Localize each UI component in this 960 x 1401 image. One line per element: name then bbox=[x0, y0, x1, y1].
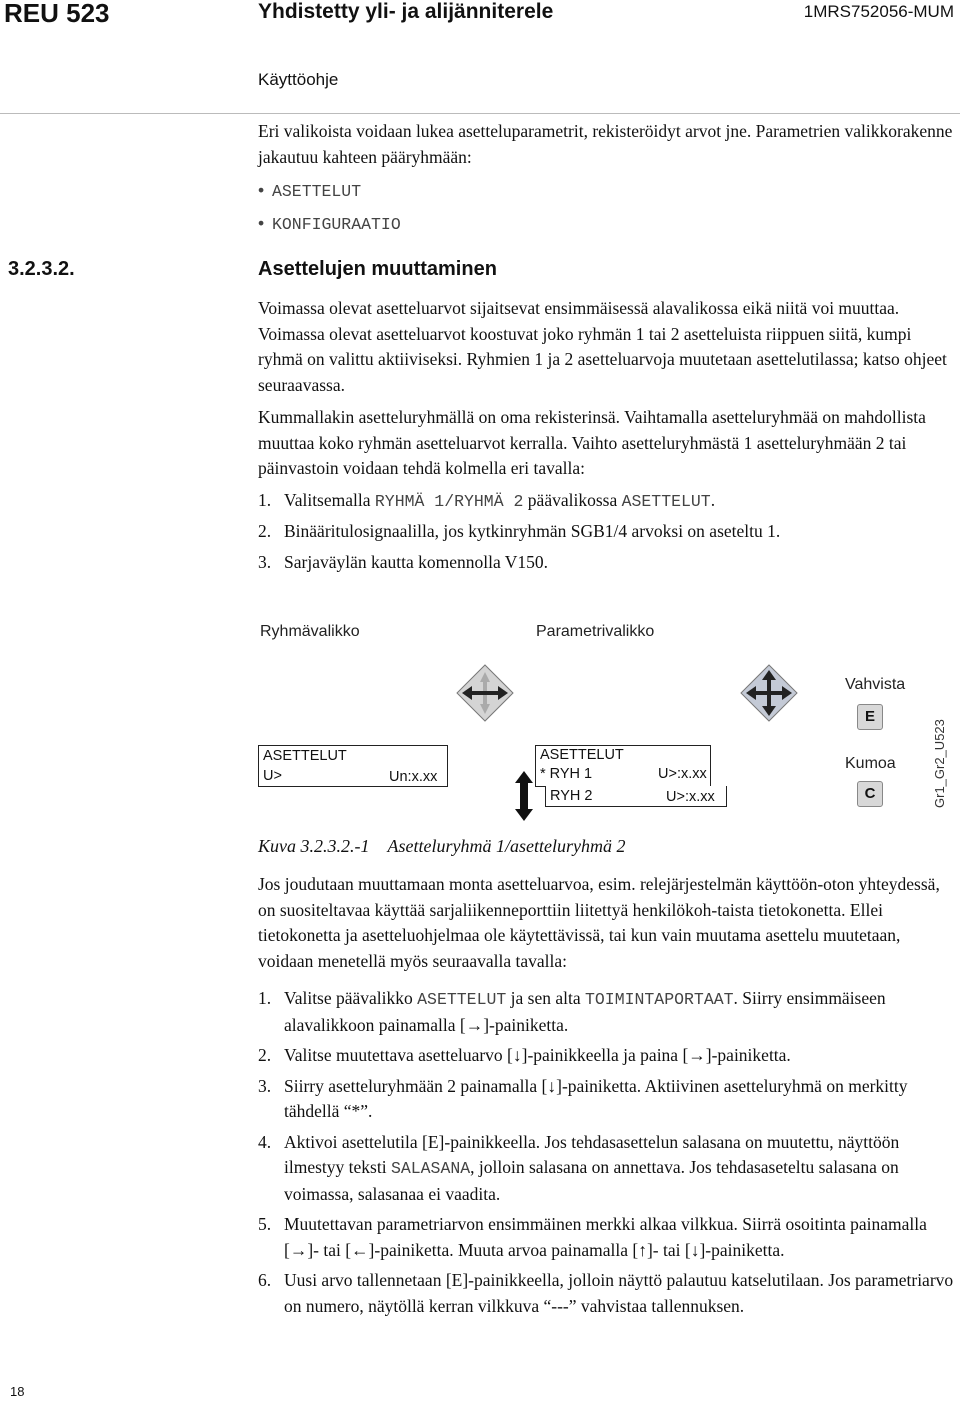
item-text: Muutettavan parametriarvon ensimmäinen merkki alkaa vilkkua. Siirrä osoitinta painamalla [→]- tai [←]-painiketta. Muuta arvoa painamalla [↑]- tai [↓]-painiketta. bbox=[284, 1214, 927, 1260]
document-subtitle: Käyttöohje bbox=[258, 70, 339, 89]
text-part: . Siirry ensimmäiseen alavalikkoon painamalla [→]-painiketta. bbox=[284, 988, 886, 1035]
menu-code: TOIMINTAPORTAAT bbox=[585, 990, 734, 1009]
c-key-icon: C bbox=[857, 781, 883, 807]
list-item bbox=[258, 986, 958, 1038]
list-item bbox=[258, 1212, 958, 1263]
list-item bbox=[258, 519, 958, 545]
lcd-line2-right: U>:x.xx bbox=[658, 766, 707, 782]
text-part: Aktivoi asettelutila [E]-painikkeella. Jos tehdasasettelun salasana on muutettu, näyttöön ilmestyy teksti bbox=[284, 1131, 900, 1177]
paragraph: Voimassa olevat asetteluarvot sijaitsevat ensimmäisessä alavalikossa eikä niitä voi muuttaa. Voimassa olevat asetteluarvot koostuvat joko ryhmän 1 tai 2 asetteluista riippuen siitä, kumpi ryhmä on valittu aktiiviseksi. Ryhmien 1 ja 2 asetteluarvoja muutetaan asettelutilassa; katso ohjeet seuraavassa. bbox=[258, 298, 947, 395]
figure-id: Gr1_Gr2_U523 bbox=[932, 719, 947, 808]
e-key-icon: E bbox=[857, 704, 883, 730]
procedure-block bbox=[258, 872, 958, 1319]
item-number: 5. bbox=[258, 1214, 272, 1234]
paragraph: Jos joudutaan muuttamaan monta asetteluarvoa, esim. relejärjestelmän käyttöön-oton yhteydessä, on suositeltavaa käyttää sarjaliikenneporttiin liitettyä henkilökoh-taista tietokonetta. Ellei tietokonetta ja asetteluohjelmaa ole käytettävissä, tai kun vain muutama asettelu muutetaan, voidaan menetellä myös seuraavalla tavalla: bbox=[258, 874, 940, 971]
text-part: Valitsemalla bbox=[284, 489, 375, 510]
lcd-line2-left: U> bbox=[263, 768, 282, 784]
item-number: 3. bbox=[258, 551, 272, 572]
lcd-display-group2-row bbox=[545, 786, 727, 807]
item-number: 1. bbox=[258, 988, 272, 1008]
text-part: , jolloin salasana on annettava. Jos tehdasaseteltu salasana on voimassa, salasanaa ei vaadita. bbox=[284, 1157, 899, 1204]
list-item bbox=[258, 1043, 958, 1069]
item-text bbox=[284, 986, 958, 1038]
menu-code: ASETTELUT bbox=[417, 990, 507, 1009]
lcd-line2-right: Un:x.xx bbox=[389, 769, 438, 785]
section-number: 3.2.3.2. bbox=[8, 258, 75, 280]
intro-paragraph: Eri valikoista voidaan lukea asetteluparametrit, rekisteröidyt arvot jne. Parametrien valikkorakenne jakautuu kahteen pääryhmään: bbox=[258, 121, 953, 167]
document-code: 1MRS752056-MUM bbox=[803, 2, 954, 21]
bullet-icon: • bbox=[258, 180, 265, 200]
item-text: Binääritulosignaalilla, jos kytkinryhmän SGB1/4 arvoksi on aseteltu 1. bbox=[284, 521, 781, 541]
body-block bbox=[258, 296, 958, 575]
list-item bbox=[258, 211, 958, 244]
intro-block bbox=[258, 119, 958, 244]
lcd-row-right: U>:x.xx bbox=[666, 789, 715, 805]
steps-list bbox=[258, 986, 958, 1319]
item-number: 4. bbox=[258, 1131, 272, 1152]
menu-code: SALASANA bbox=[390, 1159, 471, 1178]
lcd-line1: ASETTELUT bbox=[263, 748, 347, 764]
arrow-keypad-up-down-icon bbox=[740, 664, 798, 722]
item-text bbox=[284, 488, 958, 515]
arrow-keypad-left-right-icon bbox=[456, 664, 514, 722]
lcd-display-param bbox=[535, 745, 711, 787]
list-item bbox=[258, 1268, 958, 1319]
lcd-line1: ASETTELUT bbox=[540, 747, 624, 763]
up-down-arrow-icon bbox=[514, 771, 534, 821]
text-part: Valitse päävalikko bbox=[284, 988, 418, 1008]
item-number: 2. bbox=[258, 521, 272, 541]
item-text: Valitse muutettava asetteluarvo [↓]-painikkeella ja paina [→]-painiketta. bbox=[284, 1045, 791, 1065]
group-menu-label: Ryhmävalikko bbox=[260, 623, 360, 640]
bullet-icon: • bbox=[258, 213, 265, 233]
param-menu-label: Parametrivalikko bbox=[536, 623, 655, 640]
list-item bbox=[258, 1130, 958, 1208]
paragraph: Kummallakin asetteluryhmällä on oma rekisterinsä. Vaihtamalla asetteluryhmää on mahdollista muuttaa koko ryhmän asetteluarvot kerralla. Vaihto asetteluryhmästä 1 asetteluryhmään 2 tai päinvastoin voidaan tehdä kolmella eri tavalla: bbox=[258, 407, 926, 478]
menu-group-list bbox=[258, 178, 958, 244]
item-text: Uusi arvo tallennetaan [E]-painikkeella, jolloin näyttö palautuu katselutilaan. Jos parametriarvo on numero, näytöllä kerran vilkkuva “---” vahvistaa tallennuksen. bbox=[284, 1270, 954, 1316]
lcd-display-group bbox=[258, 745, 448, 787]
menu-code: ASETTELUT bbox=[621, 491, 711, 511]
text-part: päävalikossa bbox=[523, 489, 622, 510]
list-item bbox=[258, 488, 958, 515]
page-number: 18 bbox=[10, 1384, 25, 1399]
item-number: 1. bbox=[258, 489, 272, 510]
header-divider bbox=[0, 113, 960, 114]
list-item bbox=[258, 1074, 958, 1125]
menu-code: RYHMÄ 1/RYHMÄ 2 bbox=[374, 491, 524, 511]
caption-text: Asetteluryhmä 1/asetteluryhmä 2 bbox=[387, 836, 626, 856]
document-title: Yhdistetty yli- ja alijänniterele bbox=[258, 0, 554, 23]
product-code: REU 523 bbox=[4, 0, 110, 28]
lcd-row-left: RYH 2 bbox=[550, 788, 593, 804]
item-number: 2. bbox=[258, 1045, 272, 1065]
bullet-text: KONFIGURAATIO bbox=[272, 215, 401, 234]
text-part: . bbox=[710, 489, 716, 510]
item-number: 3. bbox=[258, 1075, 272, 1096]
caption-number: Kuva 3.2.3.2.-1 bbox=[258, 836, 370, 856]
confirm-label: Vahvista bbox=[845, 676, 906, 693]
item-text: Sarjaväylän kautta komennolla V150. bbox=[284, 551, 549, 572]
cancel-label: Kumoa bbox=[845, 755, 896, 772]
text-part: ja sen alta bbox=[506, 988, 585, 1008]
lcd-line2-left: * RYH 1 bbox=[540, 766, 593, 782]
figure-caption bbox=[258, 836, 625, 857]
item-number: 6. bbox=[258, 1270, 272, 1290]
list-item bbox=[258, 550, 958, 576]
bullet-text: ASETTELUT bbox=[272, 182, 362, 201]
methods-list bbox=[258, 488, 958, 576]
item-text: Siirry asetteluryhmään 2 painamalla [↓]-painiketta. Aktiivinen asetteluryhmä on merkitty tähdellä “*”. bbox=[284, 1075, 908, 1121]
section-title: Asettelujen muuttaminen bbox=[258, 258, 497, 280]
list-item bbox=[258, 178, 958, 211]
item-text bbox=[284, 1130, 958, 1208]
